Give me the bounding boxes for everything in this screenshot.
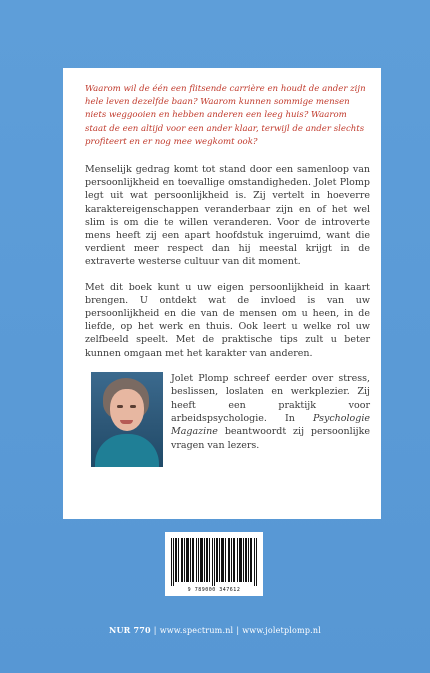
isbn-number: 9 789000 347612	[187, 587, 241, 593]
footer-separator: |	[236, 626, 240, 635]
paragraph-1: Menselijk gedrag komt tot stand door een samenloop van persoonlijkheid en toevallige omstandigheden. Jolet Plomp legt uit wat persoonlijkheid is. Zij vertelt in hoeverre karaktereigenschappen veranderbaar zijn en of het wel slim is om die te willen veranderen. Voor de introverte mens heeft zij een apart hoofdstuk ingeruimd, want die verdient meer respect dan hij meestal krijgt in de extraverte westerse cultuur van dit moment.	[85, 164, 370, 268]
nur-code: NUR 770	[108, 625, 151, 635]
author-bio-start: Jolet Plomp schreef eerder over stress, beslissen, loslaten en werkplezier. Zij heeft een praktijk voor arbeidspsychologie. In	[171, 372, 370, 425]
publisher-link[interactable]: www.spectrum.nl	[159, 626, 234, 635]
footer-separator: |	[153, 626, 157, 635]
intro-questions: Waarom wil de één een flitsende carrière en houdt de ander zijn hele leven dezelfde baan? Waarom kunnen sommige mensen niets weggooien en hebben anderen een leeg huis? Waarom staat de een altijd voor een ander klaar, terwijl de ander slechts profiteert en er nog mee wegkomt ook?	[85, 84, 366, 147]
author-site-link[interactable]: www.joletplomp.nl	[242, 626, 322, 635]
author-bio	[171, 372, 370, 467]
author-bio-end: beantwoordt zij persoonlijke vragen van lezers.	[171, 426, 370, 451]
footer	[0, 625, 430, 635]
barcode-icon	[171, 538, 257, 586]
author-section	[85, 372, 370, 467]
author-photo	[91, 372, 163, 467]
magazine-name: Psychologie Magazine	[171, 413, 370, 438]
barcode	[165, 532, 263, 596]
text-panel	[63, 68, 381, 519]
paragraph-2: Met dit boek kunt u uw eigen persoonlijkheid in kaart brengen. U ontdekt wat de invloed is van uw persoonlijkheid en die van de mensen om u heen, in de liefde, op het werk en thuis. Ook leert u welke rol uw zelfbeeld speelt. Met de praktische tips zult u beter kunnen omgaan met het karakter van anderen.	[85, 281, 370, 359]
